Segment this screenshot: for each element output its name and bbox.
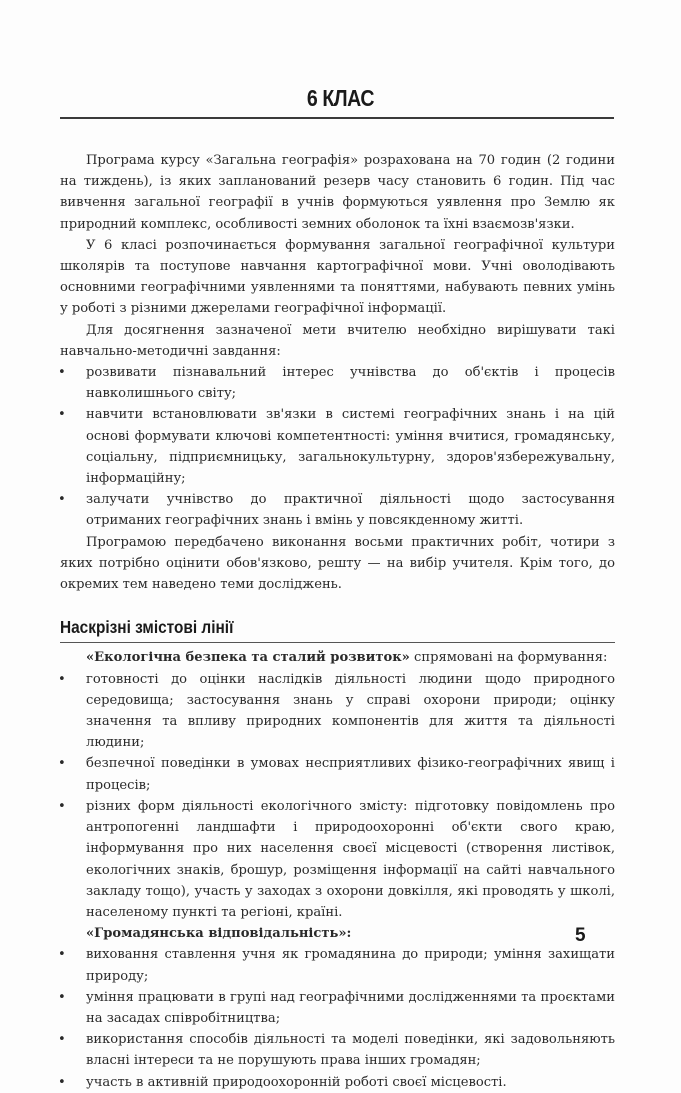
- list-item: [60, 796, 615, 923]
- intro-paragraph: Для досягнення зазначеної мети вчителю необхідно вирішувати такі навчально-методичні завдання:: [60, 322, 615, 359]
- bullet-icon: •: [58, 756, 66, 772]
- list-item-text: уміння працювати в групі над географічними дослідженнями та проєктами на засадах співробітництва;: [86, 989, 615, 1026]
- list-item-text: розвивати пізнавальний інтерес учнівства до об'єктів і процесів навколишнього світу;: [86, 365, 615, 402]
- bullet-icon: •: [58, 492, 66, 508]
- list-item-text: залучати учнівство до практичної діяльності щодо застосування отриманих географічних знань і вмінь у повсякденному житті.: [86, 492, 615, 529]
- list-item: [60, 489, 615, 531]
- bullet-icon: •: [58, 947, 66, 963]
- closing-paragraph: Програмою передбачено виконання восьми практичних робіт, чотири з яких потрібно оцінити обов'язково, решту — на вибір учителя. Крім того, до окремих тем наведено теми досліджень.: [60, 534, 615, 593]
- intro-paragraph: У 6 класі розпочинається формування загальної географічної культури школярів та поступове навчання картографічної мови. Учні оволодівають основними географічними уявленнями та поняттями, набувають певних умінь у роботі з різними джерелами географічної інформації.: [60, 237, 615, 317]
- list-item: [60, 404, 615, 489]
- tasks-list: [60, 362, 615, 532]
- list-item-text: виховання ставлення учня як громадянина до природи; уміння захищати природу;: [86, 947, 615, 984]
- list-item-text: участь в активній природоохоронній роботі своєї місцевості.: [86, 1074, 507, 1090]
- list-item: [60, 669, 615, 754]
- list-item-text: різних форм діяльності екологічного змісту: підготовку повідомлень про антропогенні ландшафти і природоохоронні об'єкти свого краю, інформування про них населення своєї місцевості (створення листівок, екологічних знаків, брошур, розміщення інформації на сайті навчального закладу тощо), участь у заходах з охорони довкілля, які проводять у школі, населеному пункті та регіоні, країні.: [86, 798, 615, 920]
- list-item: [60, 987, 615, 1029]
- content-line-suffix: :: [346, 926, 352, 942]
- content-line-intro: [60, 923, 615, 944]
- list-item-text: використання способів діяльності та моделі поведінки, які задовольняють власні інтереси та не порушують права інших громадян;: [86, 1032, 615, 1069]
- intro-paragraph: Програма курсу «Загальна географія» розрахована на 70 годин (2 години на тиждень), із яких запланований резерв часу становить 6 годин. Під час вивчення загальної географії в учнів формуються уявлення про Землю як природний комплекс, особливості земних оболонок та їхні взаємозв'язки.: [60, 153, 615, 232]
- title-divider: [60, 117, 614, 119]
- civic-list: [60, 944, 615, 1092]
- list-item: [60, 1072, 615, 1093]
- bullet-icon: •: [58, 671, 66, 687]
- content-line-title: «Екологічна безпека та сталий розвиток»: [86, 650, 410, 666]
- list-item-text: навчити встановлювати зв'язки в системі географічних знань і на цій основі формувати ключові компетентності: уміння вчитися, громадянську, соціальну, підприємницьку, загальнокультурну, здоров'язбережувальну, інформаційну;: [86, 407, 615, 487]
- content-line-suffix: спрямовані на формування:: [409, 650, 608, 666]
- bullet-icon: •: [58, 365, 66, 381]
- page-body: [60, 150, 615, 1093]
- list-item: [60, 1029, 615, 1071]
- list-item-text: готовності до оцінки наслідків діяльності людини щодо природного середовища; застосування знань у справі охорони природи; оцінку значення та впливу природних компонентів для життя та діяльності людини;: [86, 671, 615, 751]
- bullet-icon: •: [58, 798, 66, 814]
- page-number: 5: [575, 925, 586, 946]
- bullet-icon: •: [58, 989, 66, 1005]
- list-item: [60, 944, 615, 986]
- ecology-list: [60, 669, 615, 923]
- section-divider: [60, 642, 615, 643]
- chapter-title: 6 КЛАС: [306, 85, 375, 111]
- bullet-icon: •: [58, 407, 66, 423]
- content-line-title: «Громадянська відповідальність»: [86, 926, 347, 942]
- bullet-icon: •: [58, 1074, 66, 1090]
- bullet-icon: •: [58, 1032, 66, 1048]
- section-heading: Наскрізні змістові лінії: [60, 617, 234, 638]
- list-item: [60, 753, 615, 795]
- list-item: [60, 362, 615, 404]
- content-line-intro: [60, 647, 615, 668]
- list-item-text: безпечної поведінки в умовах несприятливих фізико-географічних явищ і процесів;: [86, 756, 615, 793]
